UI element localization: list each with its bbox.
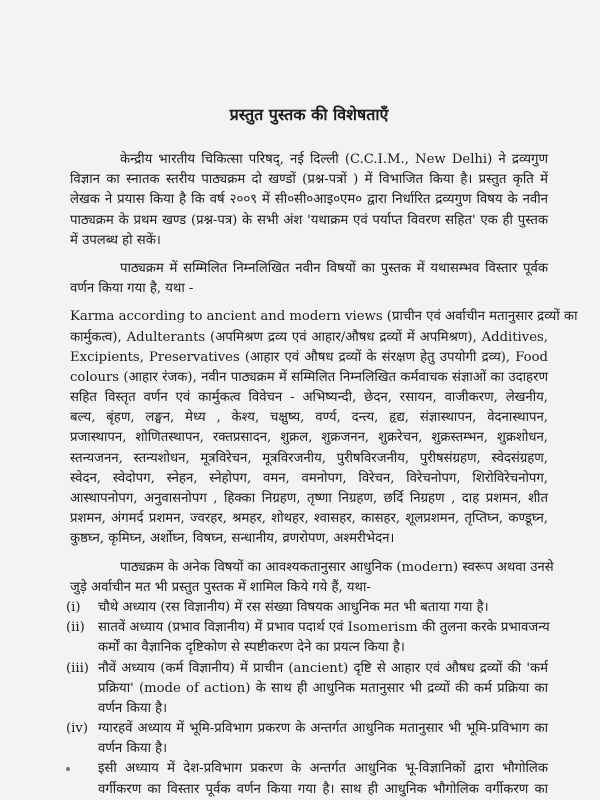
text-line: वर्गीकरण का विस्तार पूर्वक वर्णन किया गया है। साथ ही आधुनिक भौगोलिक वर्गीकरण का [98, 781, 548, 797]
text-line: केन्द्रीय भारतीय चिकित्सा परिषद्, नई दिल्ली (C.C.I.M., New Delhi) ने द्रव्यगुण [120, 152, 548, 167]
text-line: Karma according to ancient and modern views (प्राचीन एवं अर्वाचीन मतानुसार द्रव्यों का [70, 309, 578, 325]
text-line: colours (आहार रंजक), नवीन पाठ्यक्रम में सम्मिलित निम्नलिखित कर्मवाचक संज्ञाओं का उदाहरण [70, 369, 548, 385]
paragraph-gap [70, 550, 548, 558]
paragraph [70, 307, 578, 549]
text-line: ग्यारहवें अध्याय में भूमि-प्रविभाग प्रकरण के अन्तर्गत आधुनिक मतानुसार भी भूमि-प्रविभाग का [98, 721, 548, 737]
paragraph-gap [70, 299, 548, 307]
paragraph-gap [70, 251, 548, 259]
text-line: बल्य, बृंहण, लङ्घन, मेध्य , केश्य, चक्षुष्य, वर्ण्य, दन्त्य, हृद्य, संज्ञास्थापन, वेदनास्थापन, [70, 410, 548, 426]
list-item [66, 598, 548, 618]
text-line: प्रजास्थापन, शोणितस्थापन, रक्तप्रसादन, शुक्रल, शुक्रजनन, शुक्ररेचन, शुक्रस्तम्भन, शुक्रशोधन, [70, 430, 548, 446]
text-line: स्वेदन, स्वेदोपग, स्नेहन, स्नेहोपग, वमन, वमनोपग, विरेचन, विरेचनोपग, शिरोविरेचनोपग, [70, 470, 548, 486]
text-line: पाठ्यक्रम के अनेक विषयों का आवश्यकतानुसार आधुनिक (modern) स्वरूप अथवा उनसे [120, 559, 554, 575]
text-line: सहित विस्तृत वर्णन एवं कार्मुकत्व विवेचन - अभिष्यन्दी, छेदन, रसायन, वाजीकरण, लेखनीय, [70, 390, 548, 406]
text-line: में उपलब्ध हो सकें। [70, 232, 161, 248]
text-line: नौवें अध्याय (कर्म विज्ञानीय) में प्राचीन (ancient) दृष्टि से आहार एवं औषध द्रव्यों की 'कर्म [98, 660, 548, 676]
paragraph [70, 150, 548, 251]
text-line: पाठ्यक्रम के प्रथम खण्ड (प्रश्न-पत्र) के सभी अंश 'यथाक्रम एवं पर्याप्त विवरण सहित' एक ही पुस्तक [70, 212, 548, 228]
text-line: इसी अध्याय में देश-प्रविभाग प्रकरण के अन्तर्गत आधुनिक भू-विज्ञानिकों द्वारा भौगोलिक [98, 761, 548, 777]
document-body [66, 150, 578, 800]
text-line: विज्ञान का स्नातक स्तरीय पाठ्यक्रम दो खण्डों (प्रश्न-पत्रों ) में विभाजित किया है। प्रस्तुत कृति में [70, 172, 548, 188]
text-line: कर्मों का वैज्ञानिक दृष्टिकोण से स्पष्टीकरण देने का प्रयत्न किया है। [98, 640, 405, 656]
list-marker: (i) [66, 599, 81, 615]
text-line: Excipients, Preservatives (आहार एवं औषध द्रव्यों के संरक्षण हेतु उपयोगी द्रव्य), Food [70, 349, 548, 365]
text-line: प्रशमन, अंगमर्द प्रशमन, ज्वरहर, श्रमहर, शोथहर, श्वासहर, कासहर, शूलप्रशमन, तृप्तिघ्न, कण्डूघ्न, [70, 511, 548, 527]
text-line: चौथे अध्याय (रस विज्ञानीय) में रस संख्या विषयक आधुनिक मत भी बताया गया है। [98, 599, 489, 615]
list-marker: (iv) [66, 721, 88, 737]
text-line: कुष्ठघ्न, कृमिघ्न, अर्शोघ्न, विषघ्न, सन्धानीय, व्रणरोपण, अश्मरीभेदन। [70, 531, 395, 547]
text-line: लेखक ने प्रयास किया है कि वर्ष २००९ में सी०सी०आइ०एम० द्वारा निर्धारित द्रव्यगुण विषय के नवीन [70, 192, 548, 208]
text-line: आस्थापनोपग, अनुवासनोपग , हिक्का निग्रहण, तृष्णा निग्रहण, छर्दि निग्रहण , दाह प्रशमन, शीत [70, 491, 548, 506]
text-line: वर्णन किया है। [98, 741, 168, 757]
text-line: स्तन्यजनन, स्तन्यशोधन, मूत्रविरेचन, मूत्रविरजनीय, पुरीषविरजनीय, पुरीषसंग्रहण, स्वेदसंग्रहण, [70, 450, 548, 466]
text-line: वर्णन किया है। [98, 700, 168, 716]
list-marker: (iii) [66, 660, 89, 676]
list-item [66, 659, 548, 720]
bullet-icon [66, 767, 70, 771]
page-title: प्रस्तुत पुस्तक की विशेषताएँ [229, 105, 389, 124]
paragraph [70, 259, 548, 299]
list-item [70, 759, 548, 799]
text-line: कार्मुकत्व), Adulterants (अपमिश्रण द्रव्य एवं आहार/औषध द्रव्यों में अपमिश्रण), Additives, [70, 329, 548, 345]
text-line: सातवें अध्याय (प्रभाव विज्ञानीय) में प्रभाव पदार्थ एवं Isomerism की तुलना करके प्रभावजन्य [98, 620, 550, 636]
text-line: प्रक्रिया' (mode of action) के साथ ही आधुनिक मतानुसार भी द्रव्यों की कर्म प्रक्रिया का [98, 680, 548, 696]
text-line: जुड़े अर्वाचीन मत भी प्रस्तुत पुस्तक में शामिल किये गये हैं, यथा- [70, 579, 371, 595]
list-item [66, 618, 550, 658]
paragraph [70, 558, 554, 598]
list-marker: (ii) [66, 620, 85, 636]
list-item [66, 719, 548, 759]
text-line: वर्णन किया गया है, यथा - [70, 281, 194, 297]
text-line: पाठ्यक्रम में सम्मिलित निम्नलिखित नवीन विषयों का पुस्तक में यथासम्भव विस्तार पूर्वक [120, 260, 548, 276]
